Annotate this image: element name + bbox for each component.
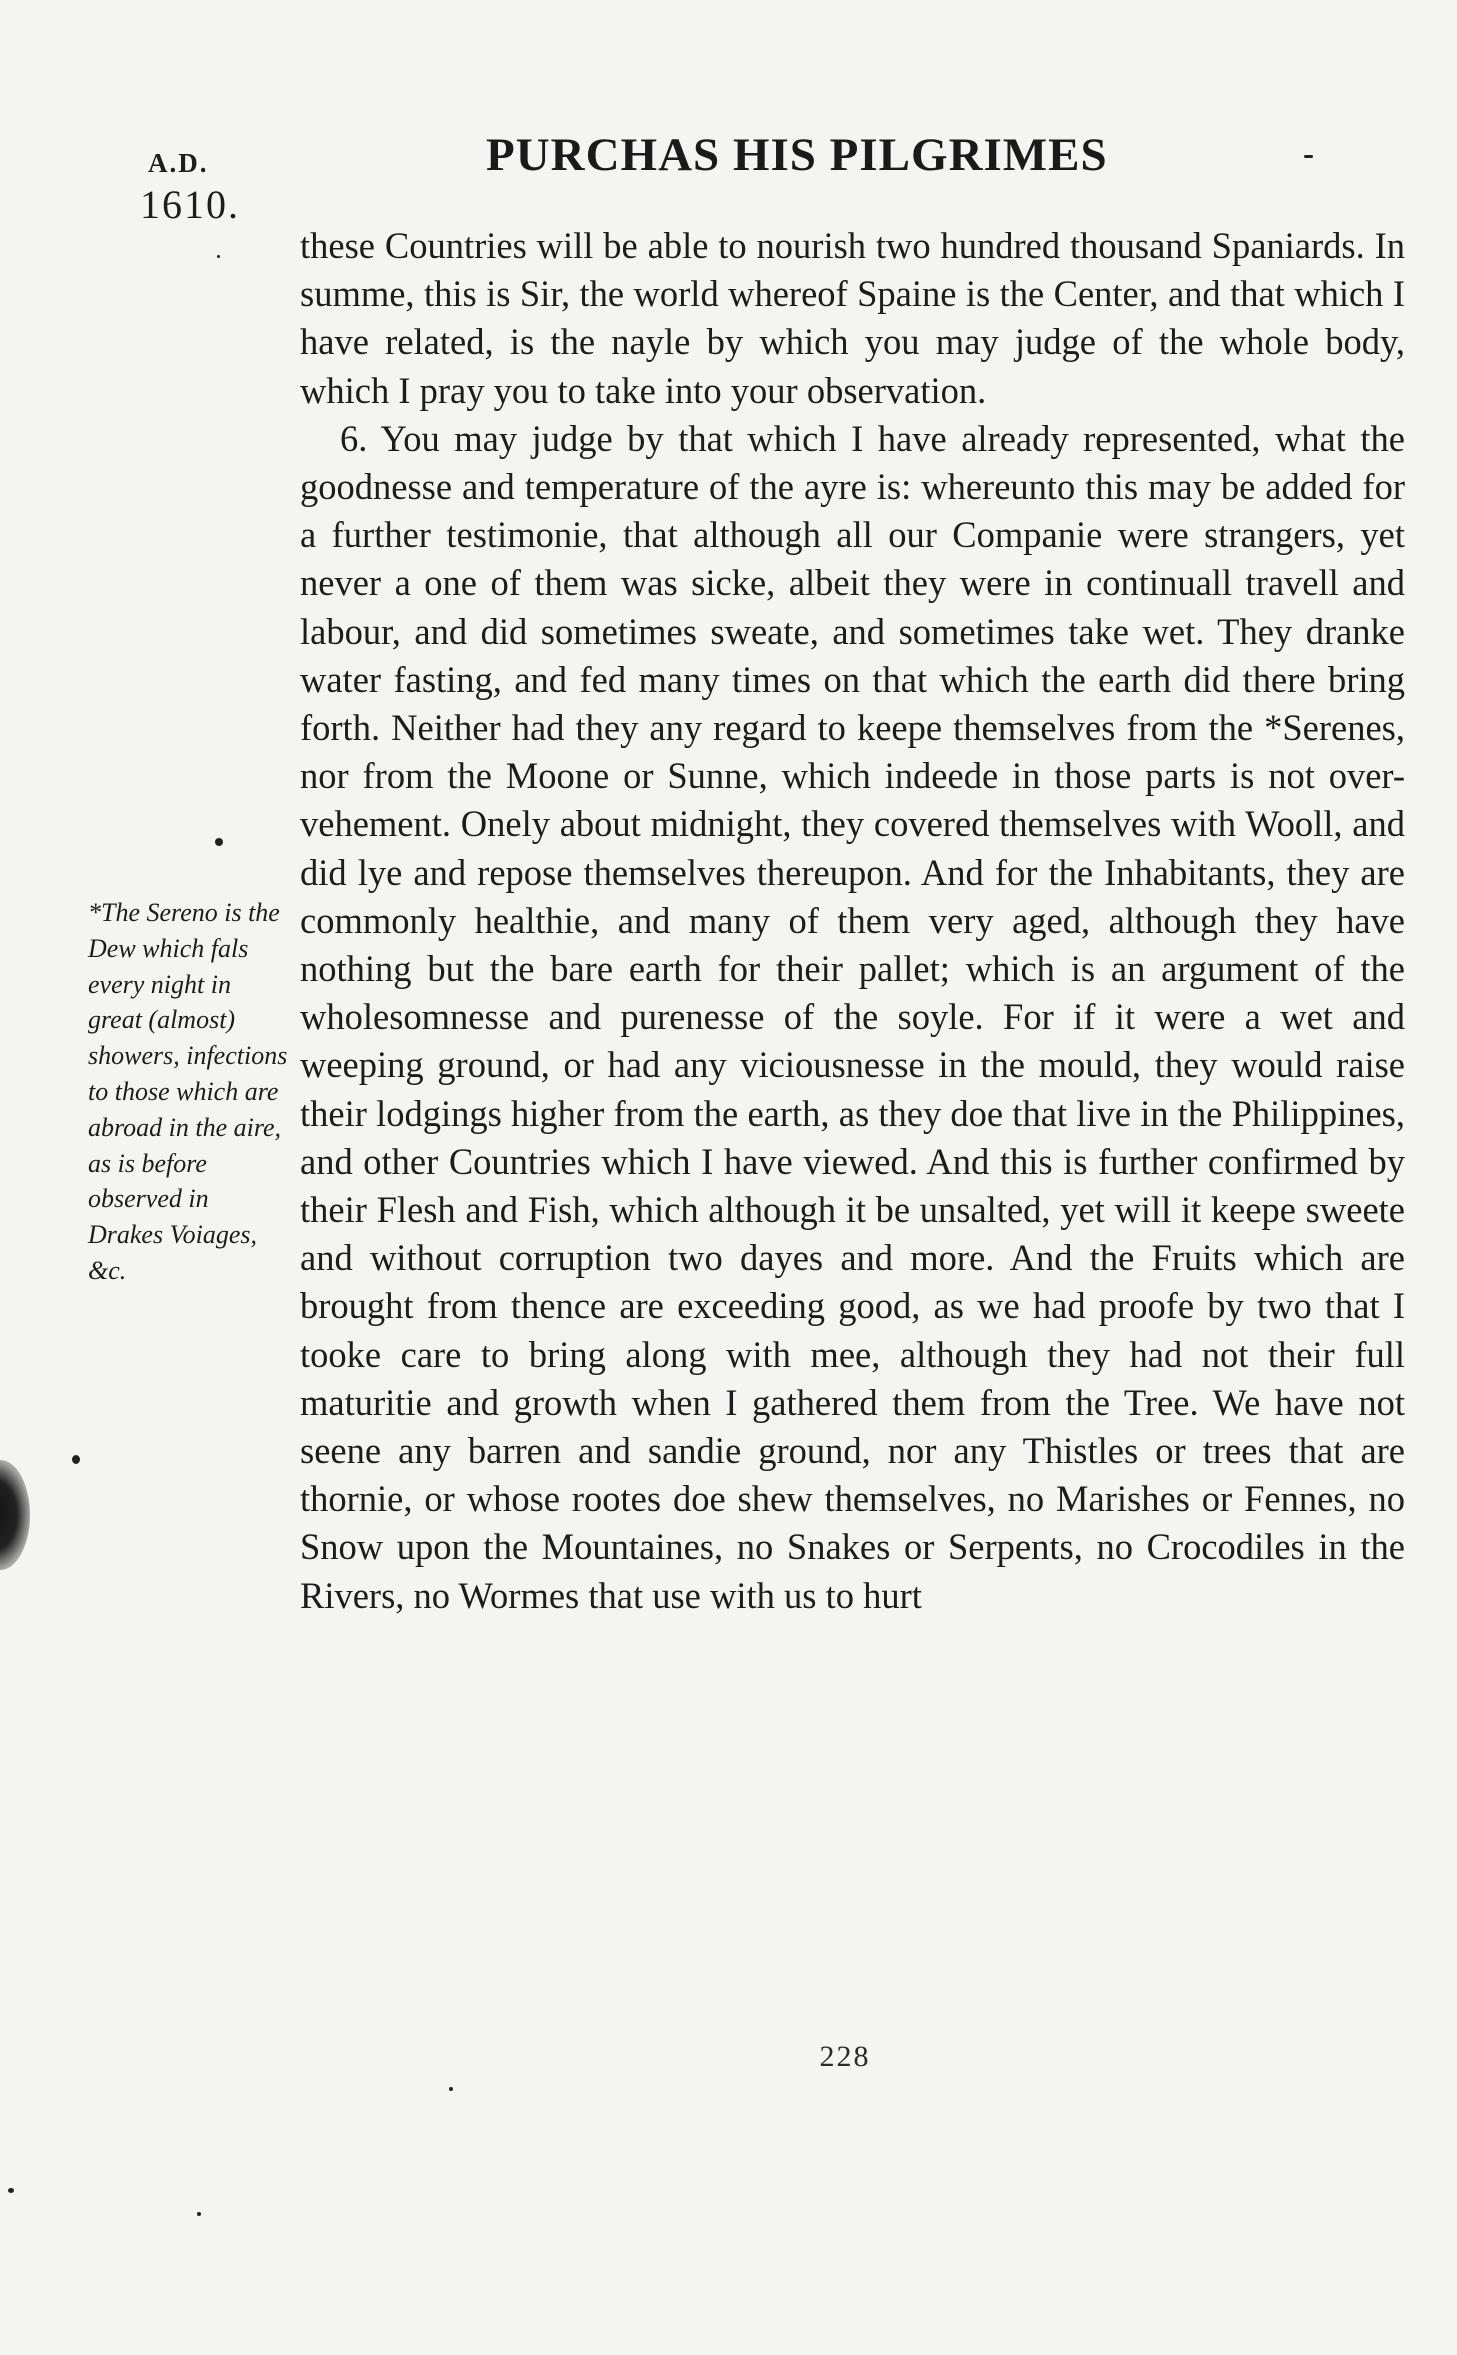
scan-speck: [8, 2188, 14, 2193]
scan-speck: [72, 1455, 80, 1464]
main-text: [300, 222, 1405, 1620]
paragraph-2: 6. You may judge by that which I have already represented, what the goodnesse and temperature of the ayre is: whereunto this may be added for a further testimonie, that although all our Companie were strangers, yet never a one of them was sicke, albeit they were in continuall travell and labour, and did sometimes sweate, and sometimes take wet. They dranke water fasting, and fed many times on that which the earth did there bring forth. Neither had they any regard to keepe themselves from the *Serenes, nor from the Moone or Sunne, which indeede in those parts is not over-vehement. Onely about midnight, they covered themselves with Wooll, and did lye and repose themselves thereupon. And for the Inhabitants, they are commonly healthie, and many of them very aged, although they have nothing but the bare earth for their pallet; which is an argument of the wholesomnesse and purenesse of the soyle. For if it were a wet and weeping ground, or had any viciousnesse in the mould, they would raise their lodgings higher from the earth, as they doe that live in the Philippines, and other Countries which I have viewed. And this is further confirmed by their Flesh and Fish, which although it be unsalted, yet will it keepe sweete and without corruption two dayes and more. And the Fruits which are brought from thence are exceeding good, as we had proofe by two that I tooke care to bring along with mee, although they had not their full maturitie and growth when I gathered them from the Tree. We have not seene any barren and sandie ground, nor any Thistles or trees that are thornie, or whose rootes doe shew themselves, no Marishes or Fennes, no Snow upon the Mountaines, no Snakes or Serpents, no Crocodiles in the Rivers, no Wormes that use with us to hurt: [300, 417, 1405, 1616]
scan-speck: [197, 2212, 201, 2216]
page-number: 228: [819, 2040, 871, 2073]
scan-speck: [215, 838, 223, 846]
date-ad: A.D.: [148, 148, 209, 178]
scan-speck: [217, 255, 220, 258]
scan-speck: [1304, 155, 1313, 158]
running-title: PURCHAS HIS PILGRIMES: [486, 129, 1108, 181]
scan-thumb-shadow: [0, 1460, 30, 1570]
margin-note: *The Sereno is the Dew which fals every night in great (almost) showers, infections to those which are abroad in the aire, as is before observed in Drakes Voiages, &c.: [88, 898, 288, 1285]
scan-speck: [449, 2087, 453, 2091]
date-year: 1610.: [140, 182, 240, 227]
paragraph-1: these Countries will be able to nourish two hundred thousand Spaniards. In summe, this is Sir, the world whereof Spaine is the Center, and that which I have related, is the nayle by which you may judge of the whole body, which I pray you to take into your observation.: [300, 225, 1405, 411]
margin-date: [140, 148, 250, 228]
